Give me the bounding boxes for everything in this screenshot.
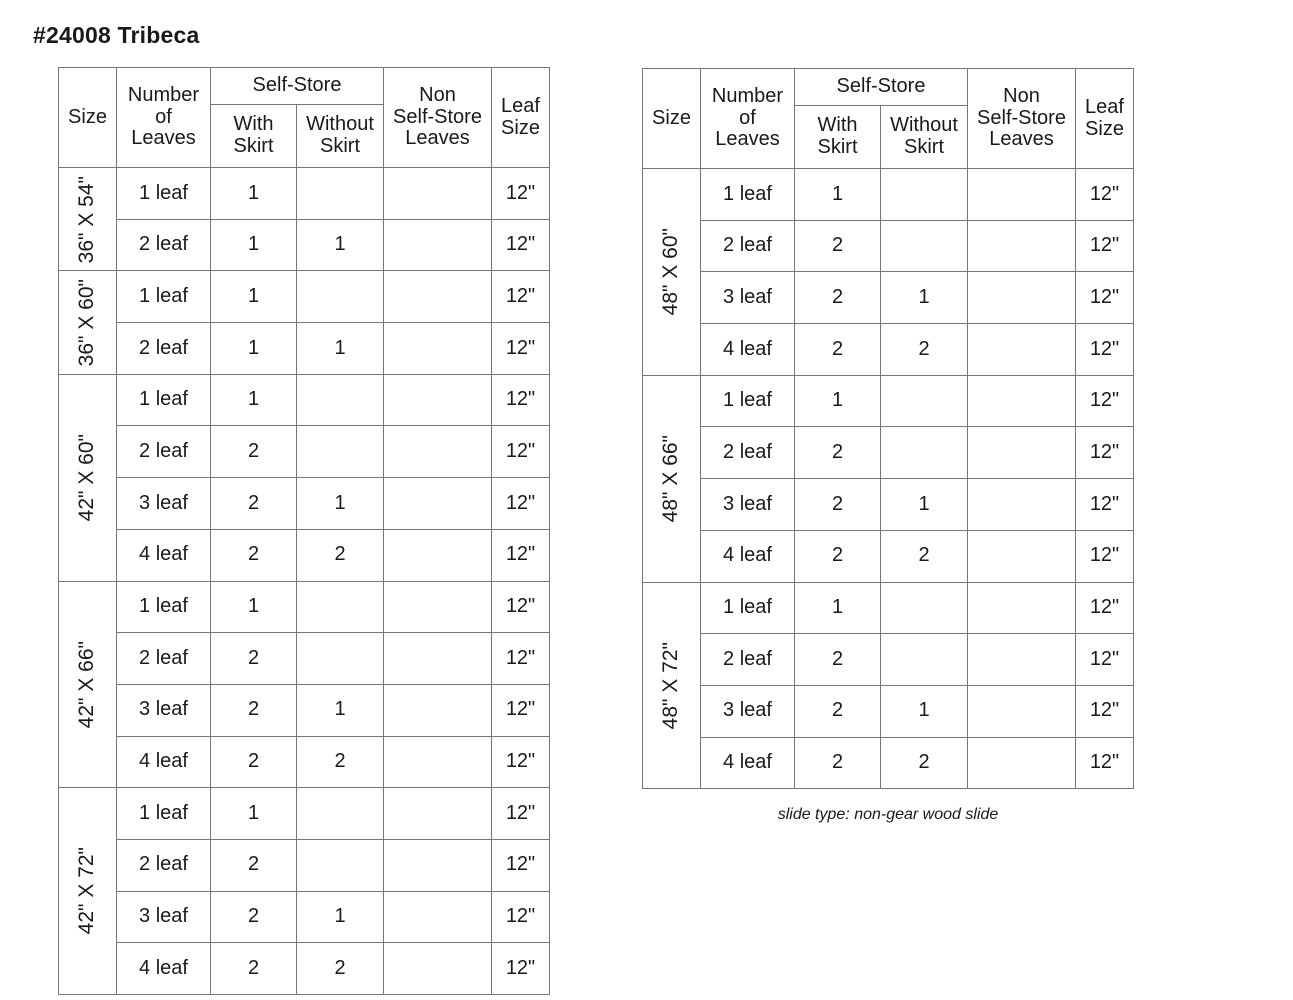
non-self-store-cell — [384, 839, 492, 891]
with-skirt-cell: 2 — [795, 220, 881, 272]
leaf-size-cell: 12" — [492, 219, 550, 271]
without-skirt-cell: 2 — [881, 530, 968, 582]
non-self-store-cell — [968, 479, 1076, 531]
non-self-store-cell — [968, 375, 1076, 427]
leaves-cell: 1 leaf — [117, 271, 211, 323]
table-row — [643, 685, 1134, 737]
with-skirt-cell: 1 — [211, 323, 297, 375]
table-row — [59, 581, 550, 633]
leaf-size-cell: 12" — [1076, 324, 1134, 376]
header-number-of-leaves: Number of Leaves — [701, 69, 795, 169]
size-cell — [643, 375, 701, 582]
with-skirt-cell: 2 — [795, 427, 881, 479]
leaf-size-cell: 12" — [492, 323, 550, 375]
leaves-cell: 4 leaf — [117, 943, 211, 995]
with-skirt-cell: 2 — [795, 737, 881, 789]
leaf-size-cell: 12" — [492, 943, 550, 995]
without-skirt-cell — [297, 426, 384, 478]
with-skirt-cell: 1 — [211, 168, 297, 220]
table-row — [59, 219, 550, 271]
with-skirt-cell: 1 — [211, 788, 297, 840]
non-self-store-cell — [384, 323, 492, 375]
size-label: 36" X 60" — [75, 278, 99, 367]
size-label: 42" X 72" — [75, 847, 99, 935]
size-cell — [643, 169, 701, 376]
table-row — [59, 478, 550, 530]
with-skirt-cell: 2 — [211, 426, 297, 478]
leaf-size-cell: 12" — [492, 684, 550, 736]
leaves-cell: 3 leaf — [117, 684, 211, 736]
leaves-cell: 2 leaf — [701, 427, 795, 479]
without-skirt-cell — [297, 168, 384, 220]
table-row — [59, 891, 550, 943]
header-self-store: Self-Store — [795, 69, 968, 106]
leaf-size-cell: 12" — [492, 736, 550, 788]
leaf-size-cell: 12" — [492, 426, 550, 478]
size-label: 42" X 66" — [75, 640, 99, 729]
leaves-cell: 4 leaf — [701, 530, 795, 582]
leaves-cell: 1 leaf — [117, 374, 211, 426]
with-skirt-cell: 2 — [211, 684, 297, 736]
leaves-cell: 2 leaf — [701, 220, 795, 272]
without-skirt-cell — [881, 634, 968, 686]
table-row — [59, 684, 550, 736]
leaf-size-cell: 12" — [492, 581, 550, 633]
non-self-store-cell — [968, 530, 1076, 582]
header-size: Size — [59, 68, 117, 168]
with-skirt-cell: 2 — [795, 272, 881, 324]
table-row — [59, 426, 550, 478]
without-skirt-cell — [297, 633, 384, 685]
leaves-cell: 3 leaf — [701, 272, 795, 324]
non-self-store-cell — [384, 219, 492, 271]
with-skirt-cell: 1 — [211, 581, 297, 633]
slide-type-note: slide type: non-gear wood slide — [777, 806, 999, 823]
leaves-cell: 3 leaf — [701, 479, 795, 531]
leaves-cell: 4 leaf — [701, 324, 795, 376]
without-skirt-cell — [881, 427, 968, 479]
without-skirt-cell: 1 — [297, 323, 384, 375]
leaf-size-cell: 12" — [1076, 272, 1134, 324]
size-label: 48" X 66" — [659, 434, 683, 523]
table-row — [643, 272, 1134, 324]
with-skirt-cell: 1 — [211, 374, 297, 426]
without-skirt-cell — [881, 220, 968, 272]
header-non-self-store-leaves: Non Self-Store Leaves — [968, 69, 1076, 169]
with-skirt-cell: 1 — [795, 375, 881, 427]
without-skirt-cell: 1 — [297, 684, 384, 736]
table-row — [643, 530, 1134, 582]
leaf-size-cell: 12" — [1076, 582, 1134, 634]
with-skirt-cell: 2 — [795, 324, 881, 376]
without-skirt-cell: 2 — [297, 529, 384, 581]
leaf-size-cell: 12" — [1076, 375, 1134, 427]
header-self-store: Self-Store — [211, 68, 384, 105]
without-skirt-cell: 2 — [297, 943, 384, 995]
size-cell — [59, 271, 117, 374]
table-row — [643, 634, 1134, 686]
without-skirt-cell — [297, 374, 384, 426]
without-skirt-cell — [297, 271, 384, 323]
without-skirt-cell: 1 — [881, 479, 968, 531]
with-skirt-cell: 2 — [211, 736, 297, 788]
non-self-store-cell — [384, 581, 492, 633]
table-row — [59, 374, 550, 426]
leaf-size-cell: 12" — [492, 633, 550, 685]
without-skirt-cell — [297, 788, 384, 840]
leaf-size-cell: 12" — [1076, 634, 1134, 686]
page-title: #24008 Tribeca — [33, 22, 200, 48]
without-skirt-cell — [881, 375, 968, 427]
non-self-store-cell — [968, 634, 1076, 686]
leaves-cell: 1 leaf — [701, 169, 795, 221]
leaves-cell: 4 leaf — [701, 737, 795, 789]
with-skirt-cell: 2 — [795, 634, 881, 686]
leaves-cell: 3 leaf — [117, 891, 211, 943]
leaves-cell: 4 leaf — [117, 736, 211, 788]
header-number-of-leaves: Number of Leaves — [117, 68, 211, 168]
leaf-size-cell: 12" — [1076, 479, 1134, 531]
without-skirt-cell — [297, 839, 384, 891]
with-skirt-cell: 2 — [211, 839, 297, 891]
leaf-size-cell: 12" — [492, 788, 550, 840]
without-skirt-cell — [881, 169, 968, 221]
with-skirt-cell: 1 — [211, 271, 297, 323]
non-self-store-cell — [384, 736, 492, 788]
non-self-store-cell — [968, 272, 1076, 324]
leaves-cell: 2 leaf — [117, 426, 211, 478]
without-skirt-cell: 1 — [881, 272, 968, 324]
without-skirt-cell — [881, 582, 968, 634]
with-skirt-cell: 2 — [211, 633, 297, 685]
with-skirt-cell: 2 — [795, 530, 881, 582]
leaves-cell: 2 leaf — [117, 839, 211, 891]
with-skirt-cell: 2 — [795, 685, 881, 737]
non-self-store-cell — [384, 633, 492, 685]
non-self-store-cell — [384, 529, 492, 581]
leaves-cell: 4 leaf — [117, 529, 211, 581]
leaf-size-cell: 12" — [1076, 685, 1134, 737]
leaves-cell: 2 leaf — [117, 219, 211, 271]
non-self-store-cell — [384, 168, 492, 220]
without-skirt-cell: 2 — [297, 736, 384, 788]
non-self-store-cell — [384, 374, 492, 426]
table-row — [59, 168, 550, 220]
header-with-skirt: With Skirt — [795, 106, 881, 169]
without-skirt-cell: 2 — [881, 324, 968, 376]
non-self-store-cell — [384, 788, 492, 840]
size-cell — [59, 788, 117, 995]
header-without-skirt: Without Skirt — [881, 106, 968, 169]
leaf-size-cell: 12" — [492, 271, 550, 323]
leaf-size-cell: 12" — [492, 529, 550, 581]
size-cell — [59, 581, 117, 788]
leaves-cell: 3 leaf — [117, 478, 211, 530]
size-table-right — [642, 68, 1134, 789]
table-row — [643, 427, 1134, 479]
leaves-cell: 1 leaf — [701, 582, 795, 634]
leaves-cell: 1 leaf — [117, 581, 211, 633]
leaf-size-cell: 12" — [492, 839, 550, 891]
table-row — [59, 323, 550, 375]
header-non-self-store-leaves: Non Self-Store Leaves — [384, 68, 492, 168]
with-skirt-cell: 2 — [795, 479, 881, 531]
table-row — [643, 169, 1134, 221]
leaves-cell: 3 leaf — [701, 685, 795, 737]
table-row — [643, 220, 1134, 272]
header-with-skirt: With Skirt — [211, 105, 297, 168]
with-skirt-cell: 2 — [211, 891, 297, 943]
size-label: 48" X 60" — [659, 228, 683, 316]
table-row — [643, 479, 1134, 531]
non-self-store-cell — [384, 943, 492, 995]
without-skirt-cell: 1 — [297, 219, 384, 271]
leaf-size-cell: 12" — [1076, 169, 1134, 221]
header-size: Size — [643, 69, 701, 169]
leaves-cell: 2 leaf — [117, 323, 211, 375]
non-self-store-cell — [968, 427, 1076, 479]
table-row — [59, 271, 550, 323]
header-leaf-size: Leaf Size — [492, 68, 550, 168]
non-self-store-cell — [384, 426, 492, 478]
size-label: 36" X 54" — [75, 175, 99, 263]
header-leaf-size: Leaf Size — [1076, 69, 1134, 169]
non-self-store-cell — [968, 685, 1076, 737]
leaf-size-cell: 12" — [492, 478, 550, 530]
leaf-size-cell: 12" — [1076, 737, 1134, 789]
table-row — [59, 529, 550, 581]
non-self-store-cell — [968, 220, 1076, 272]
leaves-cell: 1 leaf — [117, 168, 211, 220]
leaf-size-cell: 12" — [492, 168, 550, 220]
header-without-skirt: Without Skirt — [297, 105, 384, 168]
size-table-left — [58, 67, 550, 995]
leaves-cell: 1 leaf — [117, 788, 211, 840]
size-cell — [59, 374, 117, 581]
without-skirt-cell: 2 — [881, 737, 968, 789]
table-row — [59, 788, 550, 840]
with-skirt-cell: 2 — [211, 943, 297, 995]
non-self-store-cell — [968, 169, 1076, 221]
non-self-store-cell — [384, 271, 492, 323]
table-row — [643, 737, 1134, 789]
without-skirt-cell: 1 — [881, 685, 968, 737]
with-skirt-cell: 1 — [795, 582, 881, 634]
table-row — [59, 633, 550, 685]
table-row — [59, 839, 550, 891]
leaves-cell: 1 leaf — [701, 375, 795, 427]
non-self-store-cell — [384, 684, 492, 736]
leaf-size-cell: 12" — [1076, 427, 1134, 479]
non-self-store-cell — [384, 891, 492, 943]
with-skirt-cell: 1 — [211, 219, 297, 271]
table-row — [643, 582, 1134, 634]
table-row — [59, 943, 550, 995]
table-row — [643, 324, 1134, 376]
leaf-size-cell: 12" — [1076, 220, 1134, 272]
leaves-cell: 2 leaf — [117, 633, 211, 685]
with-skirt-cell: 2 — [211, 478, 297, 530]
without-skirt-cell — [297, 581, 384, 633]
non-self-store-cell — [384, 478, 492, 530]
table-row — [59, 736, 550, 788]
without-skirt-cell: 1 — [297, 891, 384, 943]
non-self-store-cell — [968, 737, 1076, 789]
without-skirt-cell: 1 — [297, 478, 384, 530]
leaf-size-cell: 12" — [492, 891, 550, 943]
size-label: 48" X 72" — [659, 641, 683, 730]
leaves-cell: 2 leaf — [701, 634, 795, 686]
size-label: 42" X 60" — [75, 433, 99, 522]
leaf-size-cell: 12" — [492, 374, 550, 426]
table-row — [643, 375, 1134, 427]
size-cell — [59, 168, 117, 271]
size-cell — [643, 582, 701, 789]
with-skirt-cell: 2 — [211, 529, 297, 581]
leaf-size-cell: 12" — [1076, 530, 1134, 582]
non-self-store-cell — [968, 582, 1076, 634]
with-skirt-cell: 1 — [795, 169, 881, 221]
non-self-store-cell — [968, 324, 1076, 376]
